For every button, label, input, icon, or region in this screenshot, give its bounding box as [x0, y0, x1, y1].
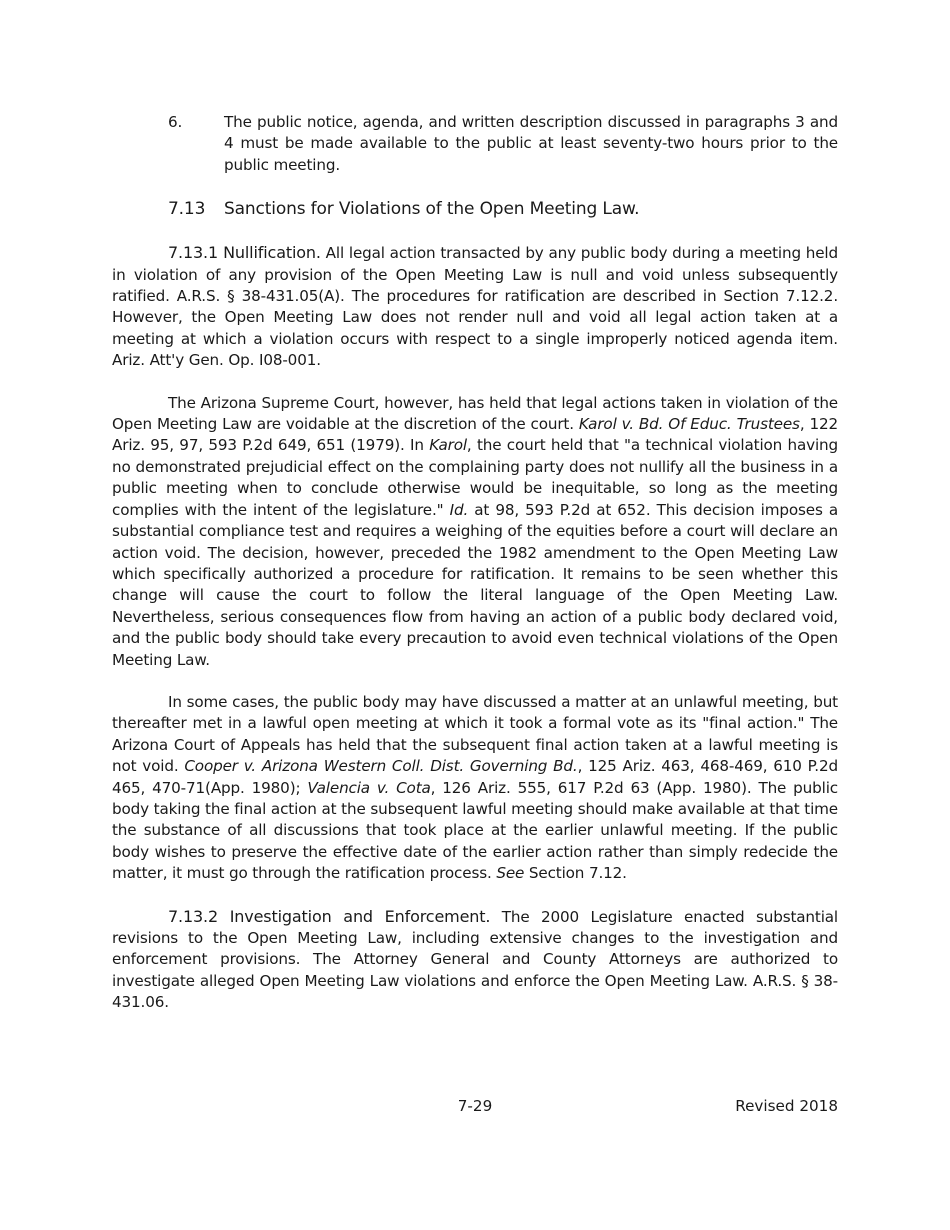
text-run: , 122 Ariz. 95, 97, 593 P.2d 649, 651 (1979). In: [112, 415, 839, 455]
citation-id: Id.: [449, 500, 469, 519]
section-number: 7.13: [168, 199, 206, 220]
subsection-heading-nullification: 7.13.1 Nullification.: [168, 243, 321, 263]
text-run: , 126 Ariz. 555, 617 P.2d 63 (App. 1980). The public body taking the final action at the subsequent lawful meeting should make available at that time the substance of all discussions that took place at the earlier unlawful meeting. If the public body wishes to preserve the effective date of the earlier action rather than simply redecide the matter, it must go through the ratification process.: [112, 778, 838, 883]
text-run: The Arizona Supreme Court, however, has held that legal actions taken in violation of the Open Meeting Law are voidable at the discretion of the court.: [112, 393, 838, 434]
case-citation: Valencia v. Cota: [307, 778, 431, 797]
text-run: In some cases, the public body may have discussed a matter at an unlawful meeting, but thereafter met in a lawful open meeting at which it took a formal vote as its "final action." The Arizona Court of Appeals has held that the subsequent final action taken at a lawful meeting is not void.: [112, 692, 838, 776]
case-citation: Karol: [429, 436, 467, 455]
numbered-item-6: [112, 112, 838, 176]
text-run: Section 7.12.: [524, 864, 627, 883]
section-heading: [112, 197, 838, 221]
item-text: The public notice, agenda, and written description discussed in paragraphs 3 and 4 must be made available to the public at least seventy-two hours prior to the public meeting.: [224, 113, 838, 174]
text-run: , the court held that "a technical violation having no demonstrated prejudicial effect on the complaining party does not nullify all the business in a public meeting when to conclude otherwise would be inequitable, so long as the meeting complies with the intent of the legislature.": [112, 436, 838, 519]
paragraph-text: All legal action transacted by any public body during a meeting held in violation of any provision of the Open Meeting Law is null and void unless subsequently ratified. A.R.S. § 38-431.05(A). The procedures for ratification are described in Section 7.12.2. However, the Open Meeting Law does not render null and void all legal action taken at a meeting at which a violation occurs with respect to a single improperly noticed agenda item. Ariz. Att'y Gen. Op. I08-001.: [112, 244, 838, 370]
paragraph-text: The 2000 Legislature enacted substantial revisions to the Open Meeting Law, including extensive changes to the investigation and enforcement provisions. The Attorney General and County Attorneys are authorized to investigate alleged Open Meeting Law violations and enforce the Open Meeting Law. A.R.S. § 38-431.06.: [112, 907, 838, 1012]
paragraph-supreme-court: [112, 393, 838, 671]
text-run: , 125 Ariz. 463, 468-469, 610 P.2d 465, 470-71(App. 1980);: [112, 757, 838, 797]
paragraph-investigation: [112, 906, 838, 1014]
revision-label: Revised 2018: [735, 1097, 838, 1115]
document-page: [112, 112, 838, 1014]
subsection-heading-investigation: 7.13.2 Investigation and Enforcement.: [168, 906, 491, 926]
item-number: 6.: [168, 113, 183, 131]
case-citation: Karol v. Bd. Of Educ. Trustees: [578, 415, 800, 434]
text-run: at 98, 593 P.2d at 652. This decision imposes a substantial compliance test and requires a weighing of the equities before a court will declare an action void. The decision, however, preceded the 1982 amendment to the Open Meeting Law which specifically authorized a procedure for ratification. It remains to be seen whether this change will cause the court to follow the literal language of the Open Meeting Law. Nevertheless, serious consequences flow from having an action of a public body declared void, and the public body should take every precaution to avoid even technical violations of the Open Meeting Law.: [112, 500, 838, 669]
see-signal: See: [496, 864, 525, 883]
case-citation: Cooper v. Arizona Western Coll. Dist. Governing Bd.: [184, 757, 578, 776]
page-number: 7-29: [457, 1097, 493, 1115]
paragraph-nullification: [112, 242, 838, 371]
paragraph-court-of-appeals: [112, 692, 838, 885]
section-title: Sanctions for Violations of the Open Meeting Law.: [224, 199, 640, 220]
page-footer: [112, 1097, 838, 1119]
